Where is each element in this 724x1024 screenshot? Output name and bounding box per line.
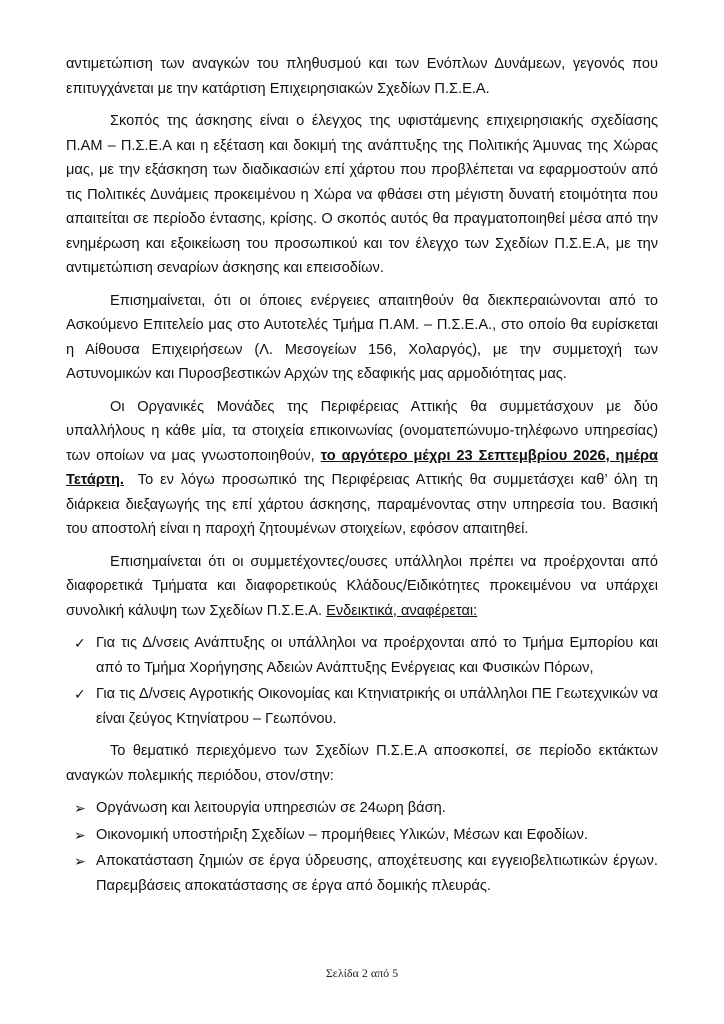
deadline-text: το αργότερο μέχρι 23 Σεπτεμβρίου 2026, ημέρα Τετάρτη. [66,447,658,488]
checkmark-icon: ✓ [74,686,86,702]
paragraph-thematic-content: Το θεματικό περιεχόμενο των Σχεδίων Π.Σ.Ε.Α αποσκοπεί, σε περίοδο εκτάκτων αναγκών πολεμικής περιόδου, στον/στην: [66,743,658,784]
page-footer: Σελίδα 2 από 5 [325,966,399,980]
participation-text: Οι Οργανικές Μονάδες της Περιφέρειας Αττικής θα συμμετάσχουν με δύο υπαλλήλους η κάθε μία, τα στοιχεία επικοινωνίας (ονοματεπώνυμο-τηλέφωνο υπηρεσίας) των οποίων να μας γνωστοποιηθούν, [66,398,658,464]
indicative-label: Ενδεικτικά, αναφέρεται: [326,602,478,619]
arrow-bullet-icon: ➢ [74,800,86,816]
arrow-bullet-icon: ➢ [74,853,86,869]
list-item: ✓ Για τις Δ/νσεις Αγροτικής Οικονομίας και Κτηνιατρικής οι υπάλληλοι ΠΕ Γεωτεχνικών να είναι ζεύγος Κτηνίατρου – Γεωπόνου. [66,682,658,731]
departments-text: Επισημαίνεται ότι οι συμμετέχοντες/ουσες υπάλληλοι πρέπει να προέρχονται από διαφορετικά Τμήματα και διαφορετικούς Κλάδους/Ειδικότητες προκειμένου να υπάρχει συνολική κάλυψη των Σχεδίων Π.Σ.Ε.Α. [66,553,658,619]
paragraph-operations-room: Επισημαίνεται, ότι οι όποιες ενέργειες απαιτηθούν θα διεκπεραιώνονται από το Ασκούμενο Επιτελείο μας στο Αυτοτελές Τμήμα Π.ΑΜ. – Π.Σ.Ε.Α., στο οποίο θα ευρίσκεται η Αίθουσα Επιχειρήσεων (Λ. Μεσογείων 156, Χολαργός), με την συμμετοχή των Αστυνομικών και Πυροσβεστικών Αρχών της εδαφικής μας αρμοδιότητας μας. [66,292,658,382]
paragraph-intro: αντιμετώπιση των αναγκών του πληθυσμού και των Ενόπλων Δυνάμεων, γεγονός που επιτυγχάνεται με την κατάρτιση Επιχειρησιακών Σχεδίων Π.Σ.Ε.Α. [66,56,658,97]
list-item: ➢ Οργάνωση και λειτουργία υπηρεσιών σε 24ωρη βάση. [66,796,658,821]
checkmark-icon: ✓ [74,635,86,651]
arrow-bullet-icon: ➢ [74,826,86,843]
paragraph-participation [66,395,658,542]
paragraph-departments [66,550,658,624]
list-item: ➢ Αποκατάσταση ζημιών σε έργα ύδρευσης, αποχέτευσης και εγγειοβελτιωτικών έργων. Παρεμβάσεις αποκατάστασης σε έργα από δομικής πλευράς. [66,849,658,898]
paragraph-purpose: Σκοπός της άσκησης είναι ο έλεγχος της υφιστάμενης επιχειρησιακής σχεδίασης Π.ΑΜ – Π.Σ.Ε.Α και η εξέταση και δοκιμή της ανάπτυξης της Πολιτικής Άμυνας της Χώρας μας, με την εξάσκηση των διαδικασιών επί χάρτου που προβλέπεται να εφαρμοστούν από τις Πολιτικές Δυνάμεις προκειμένου η Χώρα να φθάσει στη μέγιστη δυνατή ετοιμότητα που απαιτείται σε περίοδο έντασης, κρίσης. Ο σκοπός αυτός θα πραγματοποιηθεί μέσα από την ενημέρωση και εξοικείωση του προσωπικού και τον έλεγχο των Σχεδίων Π.Σ.Ε.Α, με την αντιμετώπιση σεναρίων άσκησης και επεισοδίων. [66,113,658,276]
list-item: ✓ Για τις Δ/νσεις Ανάπτυξης οι υπάλληλοι να προέρχονται από το Τμήμα Εμπορίου και από το Τμήμα Χορήγησης Αδειών Ανάπτυξης Ενέργειας και Φυσικών Πόρων, [66,631,658,680]
check-list [66,631,658,731]
page-body [66,52,658,906]
participation-text-continued: Το εν λόγω προσωπικό της Περιφέρειας Αττικής θα συμμετάσχει καθ’ όλη τη διάρκεια διεξαγωγής της επί χάρτου άσκησης, παραμένοντας στην υπηρεσία του. Βασική του αποστολή είναι η παροχή ζητουμένων στοιχείων, εφόσον απαιτηθεί. [66,472,658,537]
list-item: ➢ Οικονομική υποστήριξη Σχεδίων – προμήθειες Υλικών, Μέσων και Εφοδίων. [66,823,658,848]
arrow-list [66,796,658,898]
